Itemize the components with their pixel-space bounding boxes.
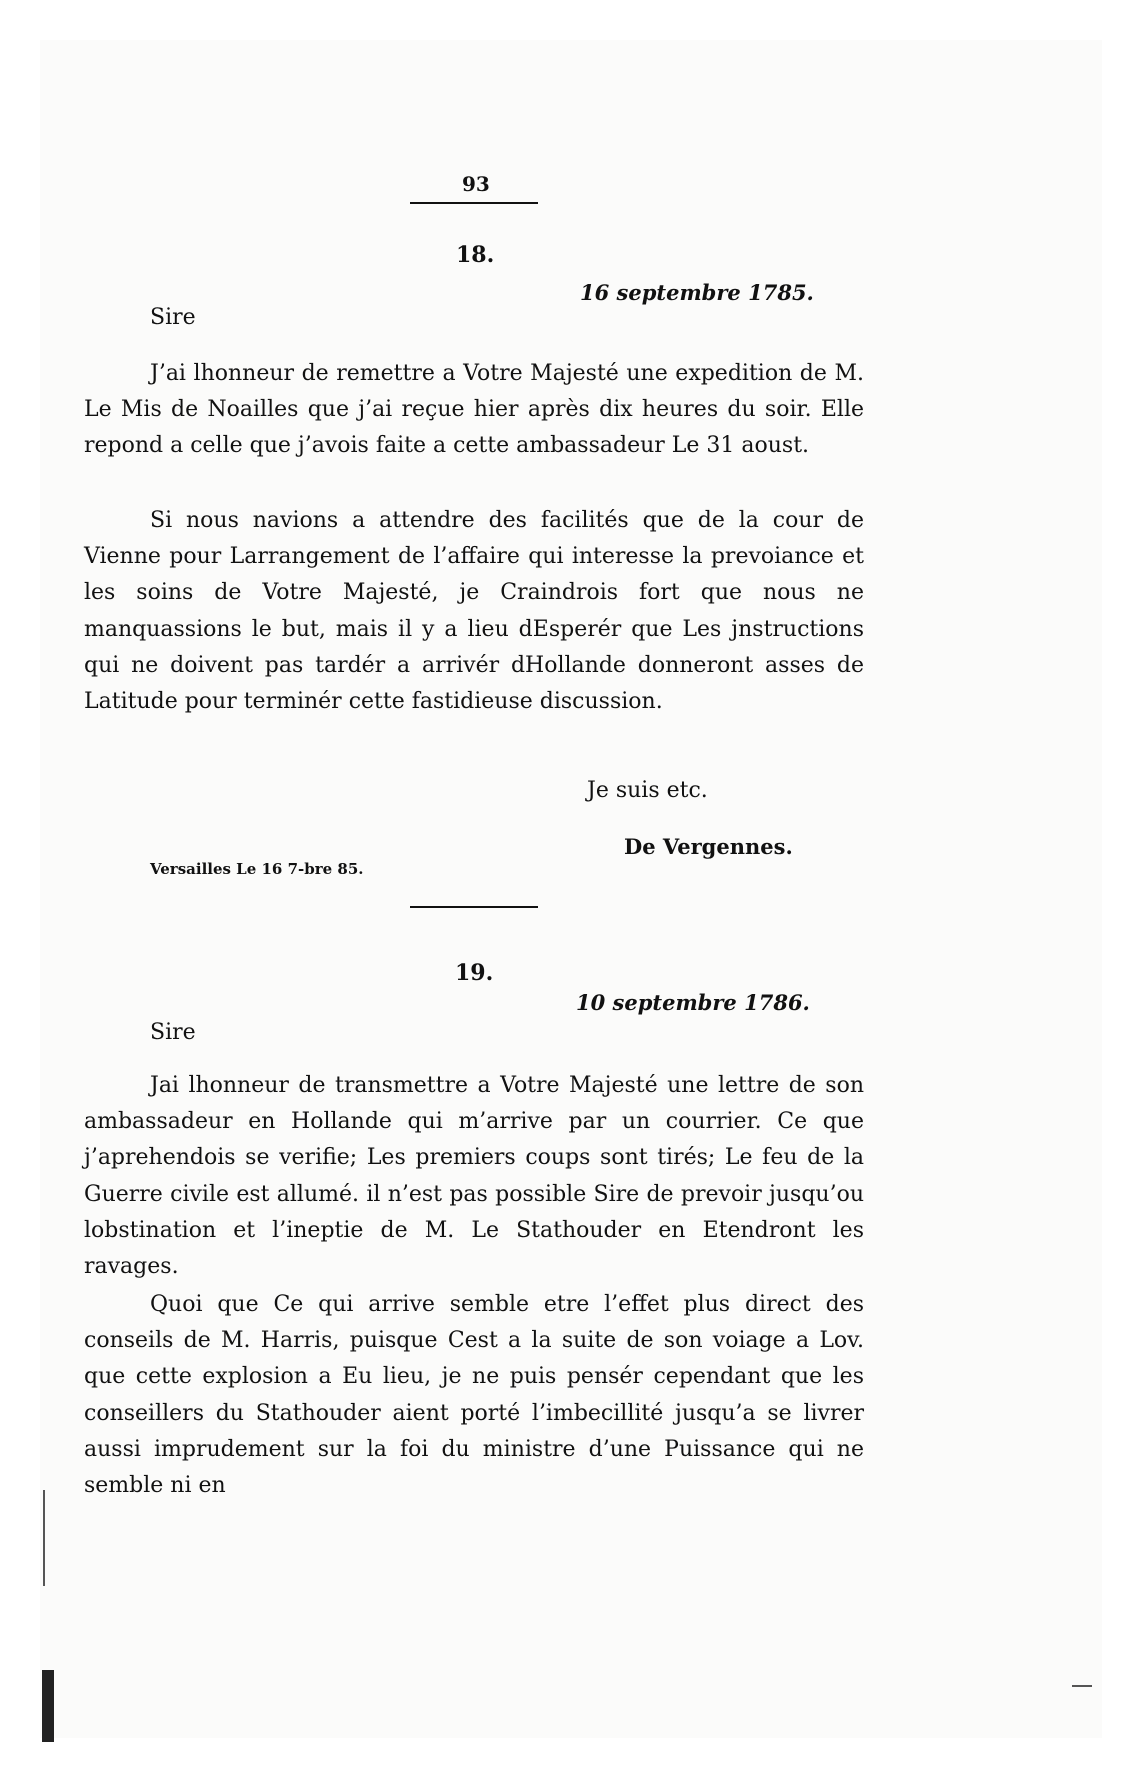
place-date: Versailles Le 16 7-bre 85. bbox=[150, 860, 364, 878]
scan-margin-line bbox=[43, 1490, 45, 1586]
scan-margin-line bbox=[1072, 1685, 1092, 1687]
salutation: Sire bbox=[150, 1020, 196, 1045]
letter-paragraph: Jai lhonneur de transmettre a Votre Majesté une lettre de son ambassadeur en Hollande qui m’arrive par un courrier. Ce que j’aprehendois se verifie; Les premiers coups sont tirés; Le feu de la Guerre civile est allumé. il n’est pas possible Sire de prevoir jusqu’ou lobstination et l’ineptie de M. Le Stathouder en Etendront les ravages. bbox=[84, 1073, 864, 1280]
closing: Je suis etc. bbox=[587, 778, 708, 803]
letter-date: 10 septembre 1786. bbox=[576, 990, 810, 1015]
letter-number: 18. bbox=[456, 242, 495, 268]
scan-margin-mark bbox=[42, 1670, 54, 1742]
section-rule bbox=[410, 906, 538, 908]
salutation: Sire bbox=[150, 305, 196, 330]
letter-paragraph: Si nous navions a attendre des facilités que de la cour de Vienne pour Larrangement de l’affaire qui interesse la prevoiance et les soins de Votre Majesté, je Craindrois fort que nous ne manquassions le but, mais il y a lieu dEsperér que Les jnstructions qui ne doivent pas tardér a arrivér dHollande donneront asses de Latitude pour terminér cette fastidieuse discussion. bbox=[84, 508, 864, 715]
letter-paragraph: J’ai lhonneur de remettre a Votre Majesté une expedition de M. Le Mis de Noailles que j’ai reçue hier après dix heures du soir. Elle repond a celle que j’avois faite a cette ambassadeur Le 31 aoust. bbox=[84, 361, 864, 459]
signature: De Vergennes. bbox=[624, 834, 793, 859]
letter-date: 16 septembre 1785. bbox=[580, 280, 814, 305]
letter-paragraph: Quoi que Ce qui arrive semble etre l’effet plus direct des conseils de M. Harris, puisque Cest a la suite de son voiage a Lov. que cette explosion a Eu lieu, je ne puis pensér cependant que les conseillers du Stathouder aient porté l’imbecillité jusqu’a se livrer aussi imprudement sur la foi du ministre d’une Puissance qui ne semble ni en bbox=[84, 1292, 864, 1499]
page-number: 93 bbox=[462, 172, 490, 196]
letter-number: 19. bbox=[455, 960, 494, 986]
header-rule bbox=[410, 202, 538, 204]
